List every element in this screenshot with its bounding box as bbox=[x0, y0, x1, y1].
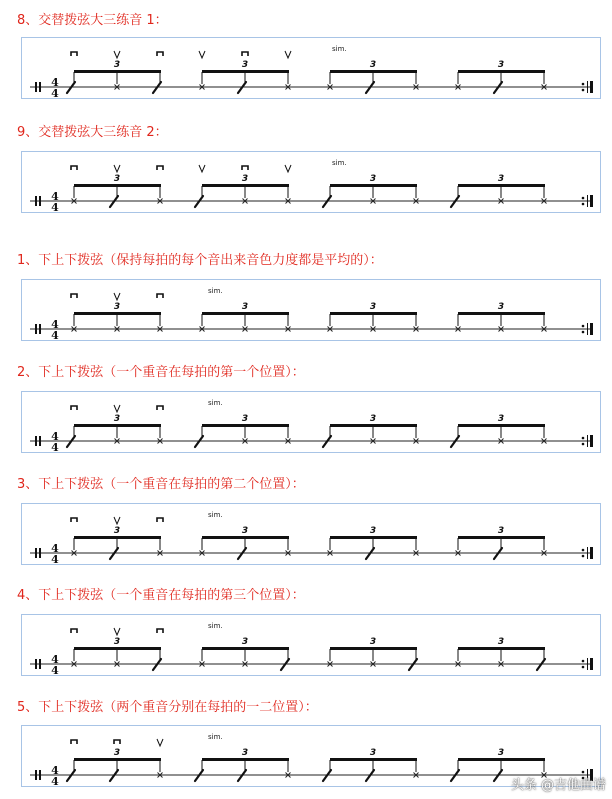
repeat-dot bbox=[582, 197, 585, 200]
triplet-label: 3 bbox=[497, 174, 505, 184]
repeat-dot bbox=[582, 437, 585, 440]
time-signature-bottom: 4 bbox=[51, 664, 59, 675]
repeat-dot bbox=[582, 660, 585, 663]
repeat-dot bbox=[582, 555, 585, 558]
triplet-label: 3 bbox=[497, 526, 505, 536]
triplet-label: 3 bbox=[369, 748, 377, 758]
clef-bar bbox=[39, 659, 41, 669]
repeat-bar bbox=[590, 547, 593, 559]
time-signature-top: 4 bbox=[51, 764, 59, 777]
clef-bar bbox=[39, 770, 41, 780]
clef-bar bbox=[35, 770, 37, 780]
triplet-label: 3 bbox=[241, 526, 249, 536]
time-signature-bottom: 4 bbox=[51, 553, 59, 564]
clef-bar bbox=[35, 196, 37, 206]
repeat-bar bbox=[587, 658, 588, 670]
triplet-label: 3 bbox=[113, 526, 121, 536]
triplet-label: 3 bbox=[113, 174, 121, 184]
triplet-label: 3 bbox=[241, 637, 249, 647]
repeat-bar bbox=[587, 195, 588, 207]
watermark: 头条 @吉他曲谱 bbox=[510, 778, 606, 793]
upstroke-icon bbox=[114, 165, 120, 172]
sim-marking: sim. bbox=[332, 159, 347, 167]
repeat-bar bbox=[587, 435, 588, 447]
sim-marking: sim. bbox=[208, 733, 223, 741]
triplet-label: 3 bbox=[497, 414, 505, 424]
downstroke-icon bbox=[157, 518, 163, 522]
rhythm-staff bbox=[21, 503, 601, 565]
upstroke-icon bbox=[285, 165, 291, 172]
downstroke-icon bbox=[242, 52, 248, 56]
downstroke-icon bbox=[71, 166, 77, 170]
rhythm-staff bbox=[21, 279, 601, 341]
repeat-bar bbox=[590, 435, 593, 447]
triplet-label: 3 bbox=[113, 637, 121, 647]
repeat-dot bbox=[582, 203, 585, 206]
triplet-label: 3 bbox=[497, 748, 505, 758]
rhythm-staff bbox=[21, 151, 601, 213]
staff-svg bbox=[22, 280, 600, 340]
downstroke-icon bbox=[71, 406, 77, 410]
repeat-bar bbox=[590, 658, 593, 670]
upstroke-icon bbox=[114, 51, 120, 58]
clef-bar bbox=[35, 436, 37, 446]
repeat-dot bbox=[582, 771, 585, 774]
triplet-label: 3 bbox=[241, 60, 249, 70]
repeat-dot bbox=[582, 325, 585, 328]
clef-bar bbox=[35, 659, 37, 669]
sim-marking: sim. bbox=[208, 399, 223, 407]
downstroke-icon bbox=[71, 294, 77, 298]
triplet-label: 3 bbox=[497, 302, 505, 312]
clef-bar bbox=[39, 82, 41, 92]
triplet-label: 3 bbox=[113, 302, 121, 312]
upstroke-icon bbox=[114, 628, 120, 635]
triplet-label: 3 bbox=[497, 637, 505, 647]
repeat-dot bbox=[582, 89, 585, 92]
exercise-heading: 8、交替拨弦大三练音 1： bbox=[17, 13, 168, 28]
upstroke-icon bbox=[199, 165, 205, 172]
staff-svg bbox=[22, 392, 600, 452]
time-signature-top: 4 bbox=[51, 76, 59, 89]
staff-svg bbox=[22, 152, 600, 212]
upstroke-icon bbox=[157, 739, 163, 746]
upstroke-icon bbox=[114, 405, 120, 412]
triplet-label: 3 bbox=[369, 637, 377, 647]
triplet-label: 3 bbox=[113, 60, 121, 70]
repeat-bar bbox=[590, 81, 593, 93]
rhythm-staff bbox=[21, 391, 601, 453]
repeat-dot bbox=[582, 83, 585, 86]
time-signature-bottom: 4 bbox=[51, 329, 59, 340]
time-signature-bottom: 4 bbox=[51, 441, 59, 452]
sim-marking: sim. bbox=[208, 622, 223, 630]
repeat-bar bbox=[587, 323, 588, 335]
downstroke-icon bbox=[242, 166, 248, 170]
time-signature-top: 4 bbox=[51, 318, 59, 331]
exercise-heading: 9、交替拨弦大三练音 2： bbox=[17, 125, 168, 140]
triplet-label: 3 bbox=[369, 174, 377, 184]
repeat-bar bbox=[590, 323, 593, 335]
downstroke-icon bbox=[71, 518, 77, 522]
downstroke-icon bbox=[157, 52, 163, 56]
exercise-heading: 1、下上下拨弦（保持每拍的每个音出来音色力度都是平均的）： bbox=[17, 253, 383, 268]
exercise-heading: 3、下上下拨弦（一个重音在每拍的第二个位置）： bbox=[17, 477, 305, 492]
clef-bar bbox=[39, 548, 41, 558]
triplet-label: 3 bbox=[241, 174, 249, 184]
repeat-bar bbox=[587, 81, 588, 93]
triplet-label: 3 bbox=[369, 414, 377, 424]
sim-marking: sim. bbox=[332, 45, 347, 53]
clef-bar bbox=[39, 436, 41, 446]
downstroke-icon bbox=[157, 166, 163, 170]
downstroke-icon bbox=[71, 740, 77, 744]
repeat-dot bbox=[582, 443, 585, 446]
sim-marking: sim. bbox=[208, 287, 223, 295]
triplet-label: 3 bbox=[241, 414, 249, 424]
upstroke-icon bbox=[114, 517, 120, 524]
clef-bar bbox=[39, 196, 41, 206]
repeat-bar bbox=[590, 195, 593, 207]
staff-svg bbox=[22, 38, 600, 98]
time-signature-top: 4 bbox=[51, 430, 59, 443]
triplet-label: 3 bbox=[241, 748, 249, 758]
triplet-label: 3 bbox=[369, 302, 377, 312]
time-signature-top: 4 bbox=[51, 190, 59, 203]
repeat-dot bbox=[582, 331, 585, 334]
staff-svg bbox=[22, 615, 600, 675]
sim-marking: sim. bbox=[208, 511, 223, 519]
triplet-label: 3 bbox=[113, 414, 121, 424]
upstroke-icon bbox=[199, 51, 205, 58]
repeat-bar bbox=[587, 547, 588, 559]
exercise-heading: 4、下上下拨弦（一个重音在每拍的第三个位置）： bbox=[17, 588, 305, 603]
upstroke-icon bbox=[114, 293, 120, 300]
clef-bar bbox=[39, 324, 41, 334]
triplet-label: 3 bbox=[113, 748, 121, 758]
triplet-label: 3 bbox=[497, 60, 505, 70]
time-signature-bottom: 4 bbox=[51, 201, 59, 212]
clef-bar bbox=[35, 324, 37, 334]
repeat-dot bbox=[582, 666, 585, 669]
downstroke-icon bbox=[157, 629, 163, 633]
exercise-heading: 5、下上下拨弦（两个重音分别在每拍的一二位置）： bbox=[17, 700, 318, 715]
time-signature-top: 4 bbox=[51, 542, 59, 555]
staff-svg bbox=[22, 504, 600, 564]
repeat-dot bbox=[582, 549, 585, 552]
downstroke-icon bbox=[157, 406, 163, 410]
triplet-label: 3 bbox=[369, 526, 377, 536]
time-signature-bottom: 4 bbox=[51, 775, 59, 786]
rhythm-staff bbox=[21, 37, 601, 99]
clef-bar bbox=[35, 548, 37, 558]
upstroke-icon bbox=[285, 51, 291, 58]
triplet-label: 3 bbox=[369, 60, 377, 70]
time-signature-top: 4 bbox=[51, 653, 59, 666]
downstroke-icon bbox=[71, 52, 77, 56]
exercise-heading: 2、下上下拨弦（一个重音在每拍的第一个位置）： bbox=[17, 365, 305, 380]
downstroke-icon bbox=[71, 629, 77, 633]
downstroke-icon bbox=[157, 294, 163, 298]
rhythm-staff bbox=[21, 614, 601, 676]
triplet-label: 3 bbox=[241, 302, 249, 312]
clef-bar bbox=[35, 82, 37, 92]
downstroke-icon bbox=[114, 740, 120, 744]
time-signature-bottom: 4 bbox=[51, 87, 59, 98]
